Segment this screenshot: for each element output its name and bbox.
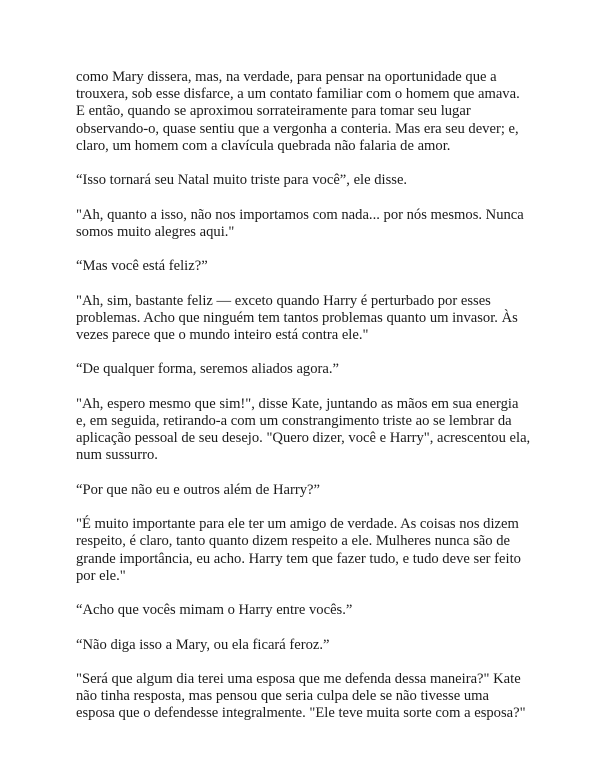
- paragraph-7: "Ah, espero mesmo que sim!", disse Kate, juntando as mãos em sua energia e, em seguida, retirando-a com um constrangimento triste ao se lembrar da aplicação pessoal de seu desejo. "Quero dizer, você e Harry", acrescentou ela, num sussurro.: [76, 395, 531, 464]
- paragraph-10: “Acho que vocês mimam o Harry entre vocês.”: [76, 602, 353, 619]
- paragraph-9: "É muito importante para ele ter um amigo de verdade. As coisas nos dizem respeito, é claro, tanto quanto dizem respeito a ele. Mulheres nunca são de grande importância, eu acho. Harry tem que fazer tudo, e tudo deve ser feito por ele.": [76, 516, 521, 584]
- paragraph-5: "Ah, sim, bastante feliz — exceto quando Harry é perturbado por esses problemas. Acho que ninguém tem tantos problemas quanto um invasor. Às vezes parece que o mundo inteiro está contra ele.": [76, 292, 518, 343]
- paragraph-4: “Mas você está feliz?”: [76, 258, 208, 275]
- paragraph-6: “De qualquer forma, seremos aliados agora.”: [76, 361, 339, 378]
- paragraph-3: "Ah, quanto a isso, não nos importamos com nada... por nós mesmos. Nunca somos muito alegres aqui.": [76, 206, 524, 240]
- text-column: [76, 69, 531, 740]
- paragraph-11: “Não diga isso a Mary, ou ela ficará feroz.”: [76, 636, 330, 653]
- paragraph-8: “Por que não eu e outros além de Harry?”: [76, 481, 320, 498]
- paragraph-12: "Será que algum dia terei uma esposa que me defenda dessa maneira?" Kate não tinha resposta, mas pensou que seria culpa dele se não tivesse uma esposa que o defendesse integralmente. "Ele teve muita sorte com a esposa?": [76, 670, 526, 722]
- paragraph-2: “Isso tornará seu Natal muito triste para você”, ele disse.: [76, 172, 408, 189]
- paragraph-1: como Mary dissera, mas, na verdade, para pensar na oportunidade que a trouxera, sob esse disfarce, a um contato familiar com o homem que amava. E então, quando se aproximou sorrateiramente para tomar seu lugar observando-o, quase sentiu que a vergonha a conteria. Mas era seu dever; e, claro, um homem com a clavícula quebrada não falaria de amor.: [76, 69, 520, 154]
